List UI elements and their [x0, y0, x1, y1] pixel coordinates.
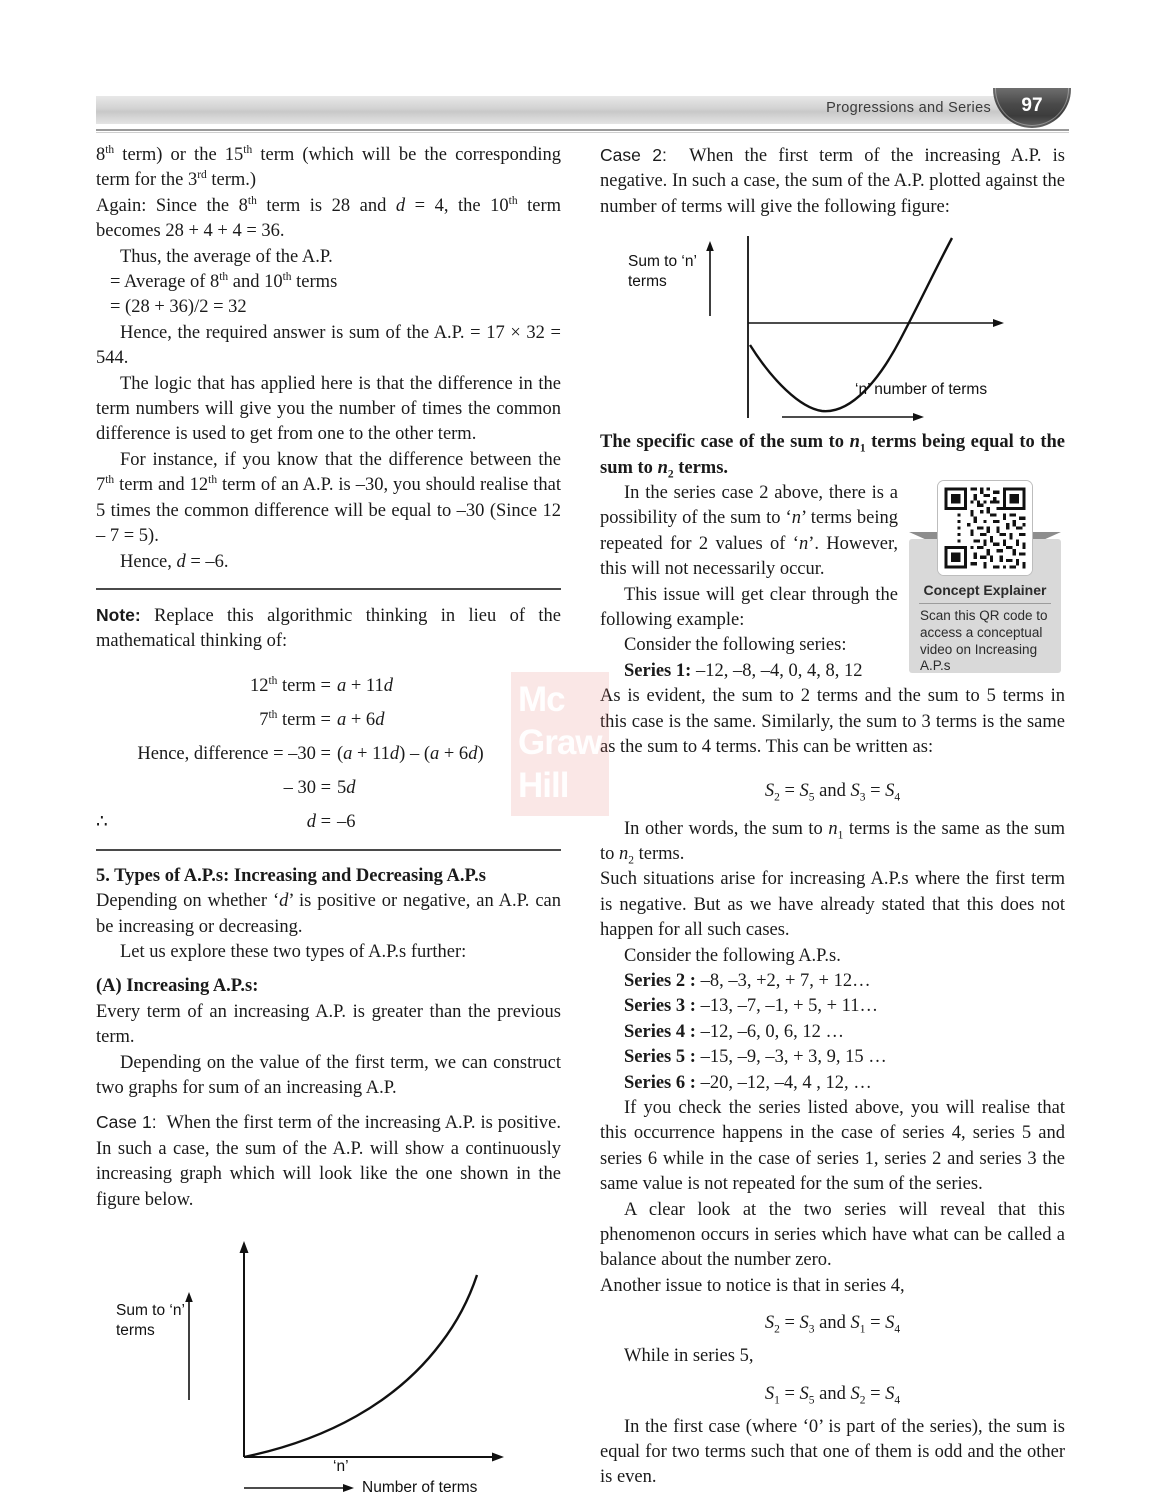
series-values: –15, –9, –3, + 3, 9, 15 …: [700, 1047, 887, 1068]
list-item: [600, 1071, 1065, 1096]
series-1-values: –12, –8, –4, 0, 4, 8, 12: [695, 660, 863, 681]
y-label-line-2: terms: [116, 1322, 155, 1339]
paragraph: = Average of 8th and 10th terms: [110, 270, 338, 293]
concept-explainer-body: Scan this QR code to access a conceptual video on Increasing A.P.s: [920, 608, 1048, 674]
case-2-paragraph: [600, 143, 1065, 220]
case-1-text: When the first term of the increasing A.P. is positive. In such a case, the sum of the A.P. will show a continuously increasing graph which will look like the one shown in the figure below.: [96, 1113, 561, 1210]
concept-explainer-card[interactable]: [909, 477, 1061, 673]
watermark-line-1: Mc: [518, 680, 565, 719]
series-label: Series 3 :: [624, 996, 696, 1017]
series-label: Series 4 :: [624, 1021, 696, 1042]
equation-row: [96, 805, 561, 839]
equation-rhs: a + 11d: [337, 675, 393, 696]
equation-s1-s5: $S_1 = S_5$ and $S_2 = S_4$: [764, 1383, 901, 1407]
equation-s2-s3: $S_2 = S_3$ and $S_1 = S_4$: [764, 1313, 901, 1336]
paragraph: Let us explore these two types of A.P.s further:: [120, 941, 467, 962]
y-label-line-1: Sum to ‘n’: [116, 1302, 185, 1319]
therefore-symbol: ∴: [96, 811, 108, 832]
equation-row: [96, 737, 561, 771]
paragraph: Another issue to notice is that in series 4,: [600, 1275, 905, 1296]
paragraph: Depending on whether ‘d’ is positive or negative, an A.P. can be increasing or decreasing.: [96, 891, 561, 937]
list-item: [600, 969, 1065, 994]
series-list: [600, 969, 1065, 1096]
paragraph: In other words, the sum to $n_1$ terms is the same as the sum to $n_2$ terms.: [600, 818, 1066, 867]
paragraph: This issue will get clear through the following example:: [600, 584, 898, 631]
section-heading-5: 5. Types of A.P.s: Increasing and Decreasing A.P.s: [96, 865, 486, 886]
case-2-label: Case 2:: [600, 145, 667, 165]
equation-lhs: 7th term =: [259, 708, 331, 730]
list-item: [600, 994, 1065, 1019]
left-column: [96, 143, 561, 1503]
case-1-paragraph: [96, 1110, 561, 1213]
paragraph: For instance, if you know that the difference between the 7th term and 12th term of an A.P. is –30, you should realise that 5 times the common difference will be equal to –30 (Since 12 – 7 = 5).: [96, 449, 561, 547]
paragraph: Consider the following A.P.s.: [624, 945, 841, 966]
paragraph: Such situations arise for increasing A.P.s where the first term is negative. But as we have already stated that this does not happen for all such cases.: [600, 869, 1065, 941]
header-rule-thick: [96, 129, 1069, 131]
paragraph: In the series case 2 above, there is a possibility of the sum to ‘n’ terms being repeated for 2 values of ‘n’. However, this will not necessarily occur.: [600, 483, 898, 580]
y-label-line-1: Sum to ‘n’: [628, 253, 697, 271]
watermark-line-2: Graw: [518, 723, 602, 762]
equation-rhs: 5d: [337, 777, 356, 798]
section-heading-a: (A) Increasing A.P.s:: [96, 976, 259, 997]
note-label: Note:: [96, 604, 141, 625]
paragraph: In the first case (where ‘0’ is part of the series), the sum is equal for two terms such that one of them is odd and the other is even.: [600, 1416, 1065, 1488]
paragraph: As is evident, the sum to 2 terms and the sum to 5 terms in this case is the same. Similarly, the sum to 3 terms is the same as the sum to 4 terms. This can be written as:: [600, 686, 1065, 758]
equation-rhs: a + 6d: [337, 709, 385, 730]
paragraph: While in series 5,: [624, 1346, 754, 1367]
series-label: Series 5 :: [624, 1047, 696, 1068]
qr-code-svg: [938, 481, 1032, 575]
list-item: [600, 1020, 1065, 1045]
equation-rhs: (a + 11d) – (a + 6d): [337, 743, 484, 764]
paragraph: Thus, the average of the A.P.: [120, 246, 333, 267]
equation-lhs: – 30 =: [283, 777, 331, 798]
paragraph: The logic that has applied here is that the difference in the term numbers will give you the number of times the common difference is used to get from one to the other term.: [96, 373, 561, 445]
note-divider-top: [96, 588, 561, 590]
series-values: –8, –3, +2, + 7, + 12…: [700, 970, 871, 991]
paragraph: Hence, d = –6.: [120, 551, 229, 572]
figure-1-svg: [96, 1235, 561, 1503]
watermark-line-3: Hill: [518, 766, 569, 805]
note-divider-bottom: [96, 849, 561, 851]
equation-lhs: Hence, difference = –30 =: [137, 743, 331, 764]
paragraph: Depending on the value of the first term, we can construct two graphs for sum of an increasing A.P.: [96, 1052, 561, 1098]
page-number: 97: [1021, 95, 1043, 116]
equation-row: [96, 771, 561, 805]
equation-s2-s5: $S_2 = S_5$ and $S_3 = S_4$: [764, 780, 901, 804]
figure-1-x-tick-label: ‘n’: [333, 1458, 349, 1475]
equation-rhs: –6: [337, 811, 356, 832]
paragraph: Every term of an increasing A.P. is greater than the previous term.: [96, 1001, 561, 1048]
concept-explainer-title: Concept Explainer: [923, 582, 1047, 598]
note-text: Replace this algorithmic thinking in lieu of the mathematical thinking of:: [96, 605, 561, 652]
concept-explainer-divider: [919, 603, 1051, 604]
series-values: –20, –12, –4, 4 , 12, …: [700, 1072, 872, 1093]
paragraph: Again: Since the 8th term is 28 and d = 4, the 10th term becomes 28 + 4 + 4 = 36.: [96, 194, 562, 242]
case-2-text: When the first term of the increasing A.P. is negative. In such a case, the sum of the A.P. plotted against the number of terms will give the following figure:: [600, 146, 1066, 217]
equation-lhs: 12th term =: [249, 674, 331, 696]
paragraph: A clear look at the two series will reveal that this phenomenon occurs in series which have what can be called a balance about the number zero.: [600, 1199, 1065, 1271]
page-header: [96, 96, 1069, 126]
paragraph: Hence, the required answer is sum of the A.P. = 17 × 32 = 544.: [96, 322, 561, 369]
figure-increasing-ap-graph: [96, 1235, 561, 1503]
note-paragraph: [96, 603, 561, 655]
section-heading-specific-case: The specific case of the sum to $n_1$ terms being equal to the sum to $n_2$ terms.: [600, 432, 1066, 481]
list-item: [600, 1045, 1065, 1070]
paragraph: 8th term) or the 15th term (which will be the corresponding term for the 3rd term.): [96, 143, 561, 191]
series-label: Series 6 :: [624, 1072, 696, 1093]
y-label-line-2: terms: [628, 273, 667, 291]
equation-row: [96, 703, 561, 737]
chapter-title: Progressions and Series: [826, 100, 991, 116]
figure-1-x-axis-label: Number of terms: [362, 1479, 478, 1496]
figure-2-y-axis-label: [628, 252, 697, 292]
series-values: –12, –6, 0, 6, 12 …: [700, 1021, 844, 1042]
paragraph: Consider the following series:: [624, 635, 847, 656]
figure-1-y-axis-label: [116, 1301, 185, 1341]
right-column: [600, 143, 1065, 1491]
qr-code-icon[interactable]: [938, 481, 1032, 575]
figure-2-x-axis-label: ‘n’ number of terms: [855, 381, 988, 399]
figure-negative-first-term-graph: [600, 228, 1065, 430]
paragraph: = (28 + 36)/2 = 32: [110, 297, 247, 318]
equation-row: [96, 669, 561, 703]
series-1-label: Series 1:: [624, 660, 692, 681]
series-values: –13, –7, –1, + 5, + 11…: [700, 996, 878, 1017]
case-1-label: Case 1:: [96, 1112, 157, 1133]
equation-lhs: d =: [306, 811, 331, 832]
series-label: Series 2 :: [624, 970, 696, 991]
header-rule-thin: [96, 132, 1069, 133]
paragraph: If you check the series listed above, you will realise that this occurrence happens in the case of series 4, series 5 and series 6 while in the case of series 1, series 2 and series 3 the same value is not repeated for the sum of the series.: [600, 1097, 1065, 1195]
wrapped-text-block: [600, 481, 898, 659]
